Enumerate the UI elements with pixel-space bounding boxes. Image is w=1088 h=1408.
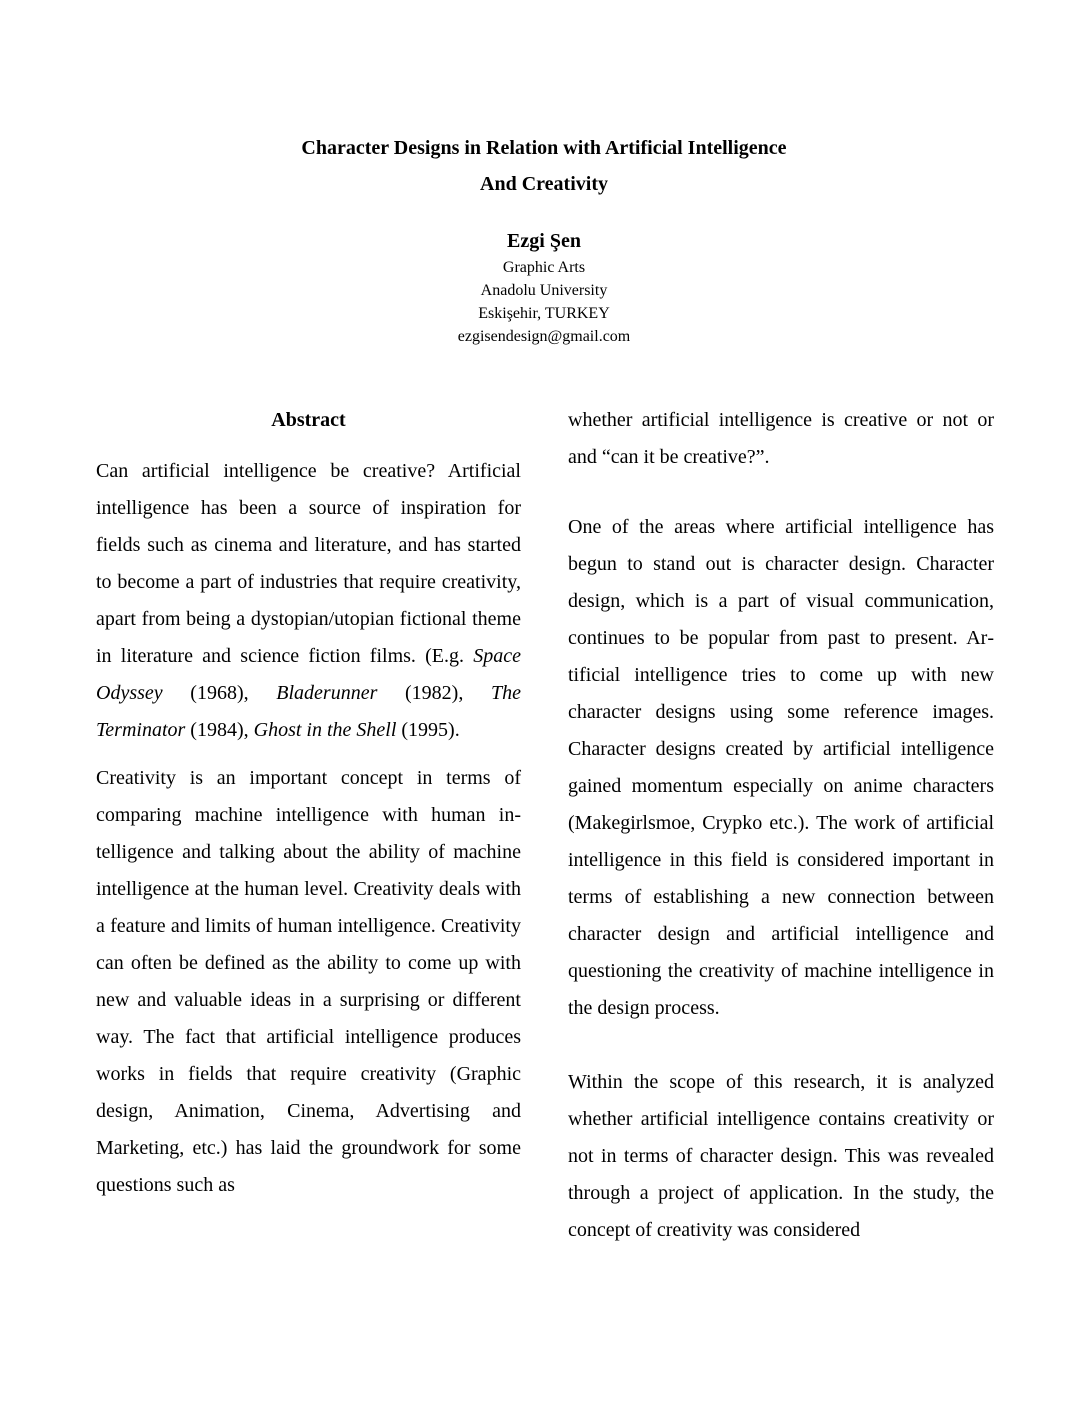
author-name: Ezgi Şen — [507, 230, 581, 252]
p1-text-2: (1968), — [162, 682, 277, 704]
abstract-paragraph-5: Within the scope of this research, it is analyzed whether artificial intelligence contains creativity or not in terms of character design. This was revealed through a project of application. In the study, the concept of creativity was considered — [568, 1071, 994, 1241]
author-department: Graphic Arts — [502, 259, 586, 276]
film-title-ghost-in-the-shell: Ghost in the Shell — [253, 719, 397, 741]
p1-text-3: (1982), — [377, 682, 491, 704]
p1-text-4: (1984), — [185, 719, 254, 741]
paper-title — [0, 130, 1088, 202]
author-email: ezgisendesign@gmail.com — [457, 328, 631, 345]
p1-text-1: Can artificial intelligence be creative? Artificial intelligence has been a source of inspiration for fields such as cinema and literature, and has started to become a part of industries that require creativity, apart from being a dystopian/utopian fictional theme in literature and science fiction films. (E.g. — [96, 460, 521, 667]
title-line-2: And Creativity — [480, 173, 608, 195]
left-column — [96, 402, 521, 1204]
film-title-space-odyssey: Space Odyssey — [96, 645, 521, 704]
abstract-paragraph-1 — [96, 453, 521, 749]
abstract-heading: Abstract — [271, 409, 346, 431]
title-line-1: Character Designs in Relation with Artificial Intelligence — [301, 137, 787, 159]
abstract-paragraph-3: whether artificial intelligence is creative or not or and “can it be creative?”. — [568, 409, 994, 468]
abstract-paragraph-2: Creativity is an important concept in terms of comparing machine intelligence with human intelligence and talking about the ability of machine intelligence at the human level. Creativity deals with a feature and limits of human intelligence. Creativity can often be defined as the ability to come up with new and valuable ideas in a surprising or different way. The fact that artificial intelligence produces works in fields that require creativity (Graphic design, Animation, Cinema, Advertising and Marketing, etc.) has laid the groundwork for some questions such as — [96, 767, 521, 1196]
author-university: Anadolu University — [480, 282, 608, 299]
author-location: Eskişehir, TURKEY — [478, 305, 610, 322]
p1-text-5: (1995). — [396, 719, 460, 741]
author-block — [0, 226, 1088, 348]
abstract-paragraph-4: One of the areas where artificial intelligence has begun to stand out is character design. Character design, which is a part of visual communication, continues to be popular from past to present. Artificial intelligence tries to come up with new character designs using some reference images. Character designs created by artificial intelligence gained momentum especially on anime characters (Makegirlsmoe, Crypko etc.). The work of artificial intelligence in this field is considered important in terms of establishing a new connection between character design and artificial intelligence and questioning the creativity of machine intelligence in the design process. — [568, 516, 994, 1019]
right-column — [568, 402, 994, 1249]
film-title-bladerunner: Bladerunner — [276, 682, 378, 704]
film-title-terminator: The Terminator — [96, 682, 521, 741]
